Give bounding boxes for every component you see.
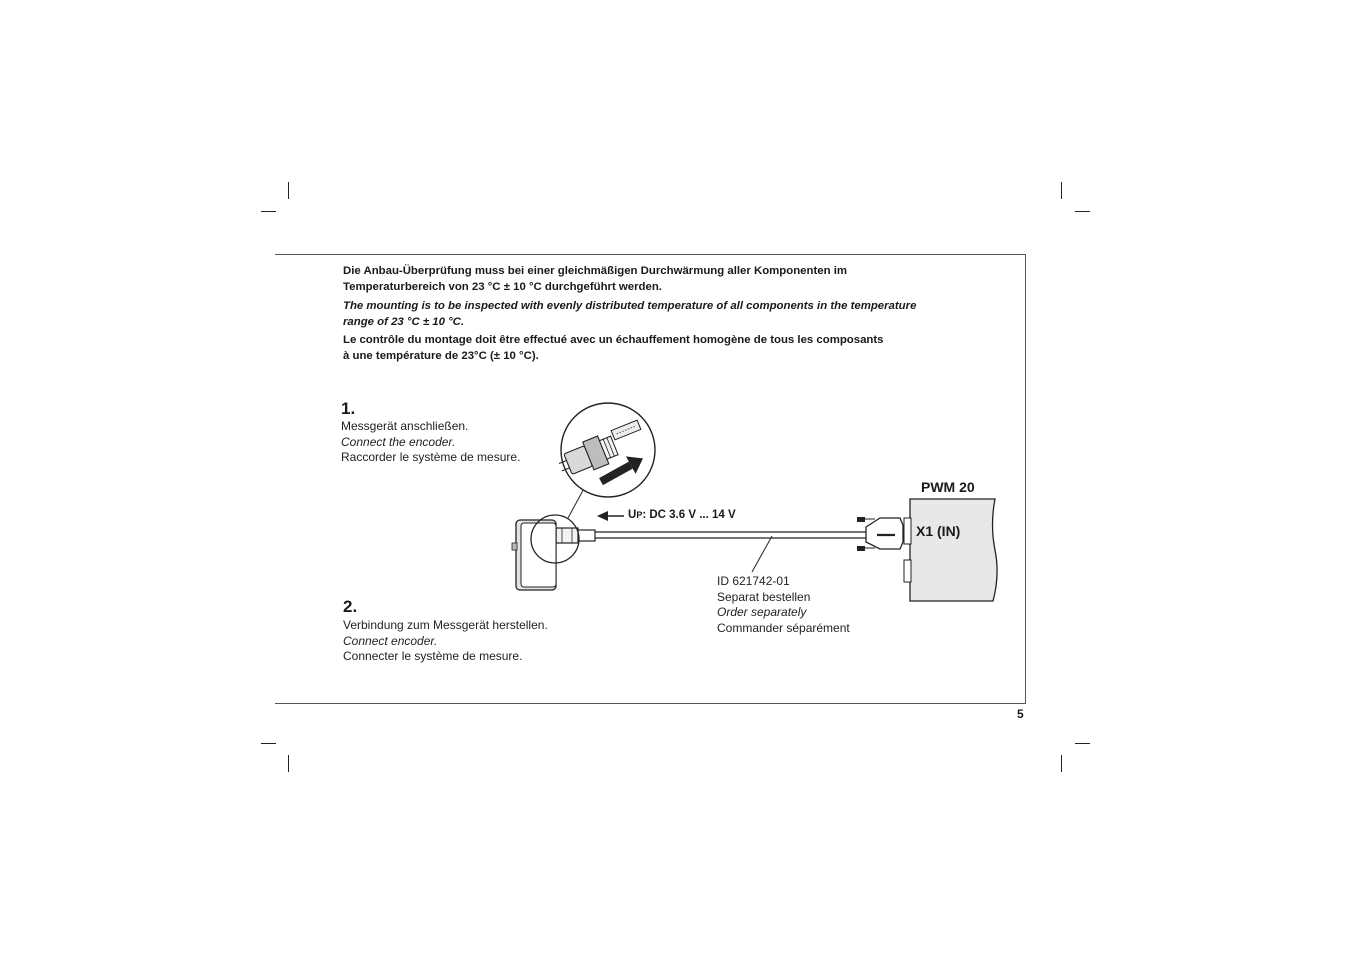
page-number: 5 — [1017, 707, 1024, 721]
cable-order-info — [717, 574, 850, 636]
supply-symbol: U — [628, 509, 637, 521]
cable-order-german: Separat bestellen — [717, 589, 811, 604]
intro-line: Le contrôle du montage doit être effectué avec un échauffement homogène de tous les composants — [343, 334, 884, 346]
encoder-connector — [556, 528, 595, 543]
step-2-english: Connect encoder. — [343, 633, 438, 648]
supply-arrow — [597, 511, 624, 521]
x2-socket — [904, 560, 911, 582]
step-1-french: Raccorder le système de mesure. — [341, 450, 521, 464]
cable-id: ID 621742-01 — [717, 574, 790, 588]
step-2-number: 2. — [343, 597, 358, 616]
x1-socket — [904, 518, 911, 544]
cable-order-english: Order separately — [717, 605, 807, 619]
step-1-english: Connect the encoder. — [341, 434, 456, 449]
pwm20-label: PWM 20 — [921, 479, 975, 495]
encoder — [512, 520, 556, 590]
dsub-plug — [857, 517, 903, 551]
intro-line: à une température de 23°C (± 10 °C). — [343, 349, 539, 362]
connector-detail — [555, 403, 655, 497]
cable-order-french: Commander séparément — [717, 620, 850, 635]
intro-line: Die Anbau-Überprüfung muss bei einer gleichmäßigen Durchwärmung aller Komponenten im — [343, 265, 847, 277]
supply-range: : DC 3.6 V ... 14 V — [642, 509, 736, 521]
step-1-number: 1. — [341, 399, 356, 418]
supply-voltage-label — [628, 509, 736, 521]
step-1-german: Messgerät anschließen. — [341, 419, 469, 433]
step-2-french: Connecter le système de mesure. — [343, 649, 523, 663]
supply-subscript: P — [636, 510, 643, 520]
intro-line: Temperaturbereich von 23 °C ± 10 °C durchgeführt werden. — [343, 280, 662, 293]
step-2-german: Verbindung zum Messgerät herstellen. — [343, 618, 548, 632]
cable-leader-line — [752, 536, 772, 572]
pwm20-device — [904, 499, 997, 601]
cable — [595, 532, 866, 572]
intro-line: range of 23 °C ± 10 °C. — [343, 315, 465, 328]
x1-port-label: X1 (IN) — [916, 523, 961, 539]
intro-line: The mounting is to be inspected with evenly distributed temperature of all components in the temperature — [343, 300, 917, 312]
